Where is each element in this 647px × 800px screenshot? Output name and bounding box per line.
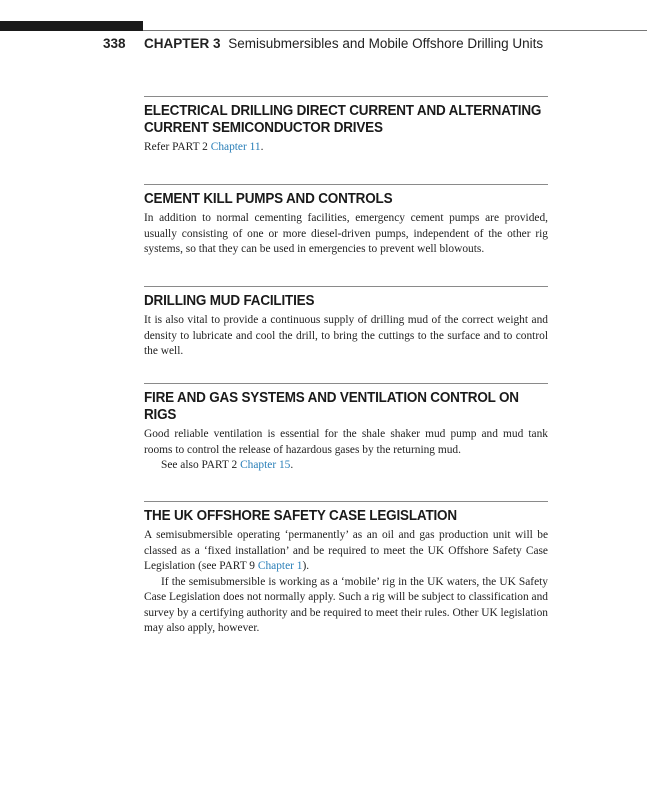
section-paragraph: Good reliable ventilation is essential for the shale shaker mud pump and mud tank rooms to control the release of hazardous gases by the returning mud. <box>144 428 548 456</box>
section-heading: ELECTRICAL DRILLING DIRECT CURRENT AND ALTERNATING CURRENT SEMICONDUCTOR DRIVES <box>144 103 542 136</box>
section-rule <box>144 286 548 287</box>
section-rule <box>144 184 548 185</box>
section-paragraph: In addition to normal cementing facilities, emergency cement pumps are provided, usually consisting of one or more diesel-driven pumps, independent of the other rig systems, so that they can be used in emergencies to prevent well blowouts. <box>144 212 548 255</box>
chapter-link[interactable]: Chapter 1 <box>257 560 303 572</box>
chapter-link[interactable]: Chapter 11 <box>210 141 261 153</box>
section-electrical-drilling <box>144 96 548 156</box>
section-paragraph: A semisubmersible operating ‘permanently’ as an oil and gas production unit will be classed as a ‘fixed installation’ and be required to meet the UK Offshore Safety Case Legislation (see PART 9 Chapter 1). <box>144 529 548 572</box>
header-bar <box>0 21 143 31</box>
section-paragraph: Refer PART 2 Chapter 11. <box>144 141 264 153</box>
section-cement-kill-pumps <box>144 184 548 258</box>
section-heading: THE UK OFFSHORE SAFETY CASE LEGISLATION <box>144 508 457 524</box>
chapter-label: CHAPTER 3 <box>144 36 221 51</box>
section-paragraph: See also PART 2 Chapter 15. <box>161 459 294 471</box>
section-heading: FIRE AND GAS SYSTEMS AND VENTILATION CONTROL ON RIGS <box>144 390 519 423</box>
section-heading: DRILLING MUD FACILITIES <box>144 293 315 309</box>
section-drilling-mud <box>144 286 548 360</box>
chapter-link[interactable]: Chapter 15 <box>240 459 291 471</box>
section-rule <box>144 383 548 384</box>
section-fire-gas-systems <box>144 383 548 474</box>
section-paragraph: If the semisubmersible is working as a ‘mobile’ rig in the UK waters, the UK Safety Case Legislation does not normally apply. Such a rig will be subject to classification and survey by a certifying authority and be required to meet their rules. Other UK legislation may also apply, however. <box>144 575 548 634</box>
chapter-title: Semisubmersibles and Mobile Offshore Drilling Units <box>228 36 544 51</box>
section-paragraph: It is also vital to provide a continuous supply of drilling mud of the correct weight and density to lubricate and cool the drill, to bring the cuttings to the surface and to control the well. <box>144 314 548 357</box>
section-rule <box>144 501 548 502</box>
header-rule <box>143 30 647 31</box>
section-rule <box>144 96 548 97</box>
section-uk-safety-case <box>144 501 548 637</box>
page-number: 338 <box>103 36 126 51</box>
section-heading: CEMENT KILL PUMPS AND CONTROLS <box>144 191 393 207</box>
running-head <box>103 36 543 51</box>
